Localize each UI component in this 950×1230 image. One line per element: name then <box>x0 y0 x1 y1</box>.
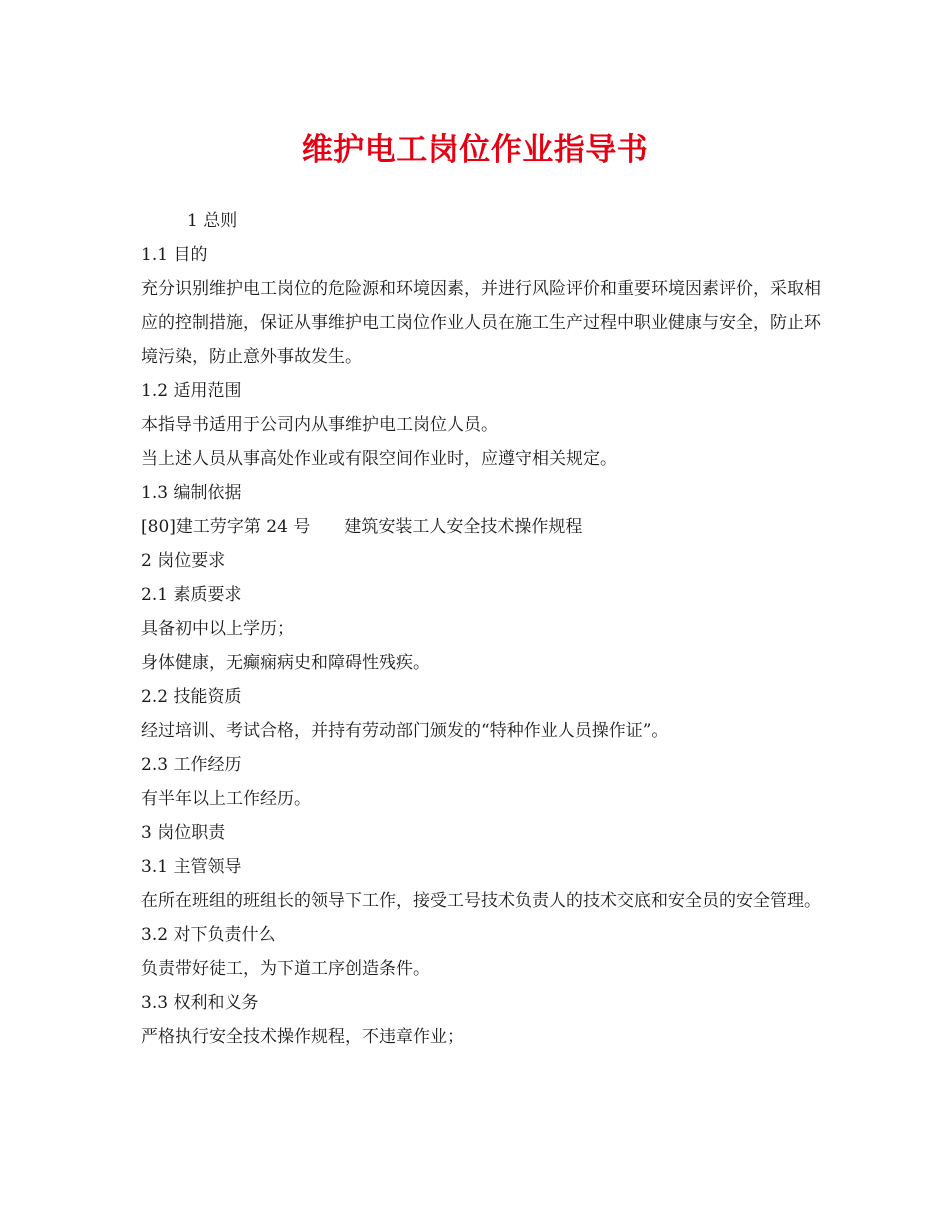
section-2-2-text: 经过培训、考试合格，并持有劳动部门颁发的“特种作业人员操作证”。 <box>141 721 669 741</box>
reference-title: 建筑安装工人安全技术操作规程 <box>344 517 583 537</box>
section-2-3-heading: 2.3 工作经历 <box>141 755 242 775</box>
section-3-2-heading: 3.2 对下负责什么 <box>141 925 276 945</box>
section-2-2-heading: 2.2 技能资质 <box>141 687 242 707</box>
document-body <box>141 204 831 1054</box>
section-1-3-heading: 1.3 编制依据 <box>141 483 242 503</box>
section-2-3-text: 有半年以上工作经历。 <box>141 789 311 809</box>
page-title: 维护电工岗位作业指导书 <box>301 132 649 168</box>
section-1-2-heading: 1.2 适用范围 <box>141 381 242 401</box>
section-2-1-text-a: 具备初中以上学历； <box>141 619 294 639</box>
section-3-1-heading: 3.1 主管领导 <box>141 857 242 877</box>
section-1-2-text-b: 当上述人员从事高处作业或有限空间作业时，应遵守相关规定。 <box>141 449 617 469</box>
section-2-1-heading: 2.1 素质要求 <box>141 585 242 605</box>
section-3-1-text: 在所在班组的班组长的领导下工作，接受工号技术负责人的技术交底和安全员的安全管理。 <box>141 891 821 911</box>
section-1-1-heading: 1.1 目的 <box>141 245 208 265</box>
section-3-3-heading: 3.3 权利和义务 <box>141 993 259 1013</box>
reference-code: [80]建工劳字第 24 号 <box>141 517 311 537</box>
section-1-1-text: 充分识别维护电工岗位的危险源和环境因素，并进行风险评价和重要环境因素评价，采取相应的控制措施，保证从事维护电工岗位作业人员在施工生产过程中职业健康与安全，防止环境污染，防止意外事故发生。 <box>141 279 821 367</box>
section-2-heading: 2 岗位要求 <box>141 551 226 571</box>
section-3-heading: 3 岗位职责 <box>141 823 226 843</box>
section-2-1-text-b: 身体健康，无癫痫病史和障碍性残疾。 <box>141 653 430 673</box>
section-1-2-text-a: 本指导书适用于公司内从事维护电工岗位人员。 <box>141 415 498 435</box>
section-3-2-text: 负责带好徒工，为下道工序创造条件。 <box>141 959 430 979</box>
section-1-3-reference <box>141 510 831 544</box>
section-1-heading: 1 总则 <box>187 211 238 231</box>
section-3-3-text: 严格执行安全技术操作规程，不违章作业； <box>141 1027 464 1047</box>
